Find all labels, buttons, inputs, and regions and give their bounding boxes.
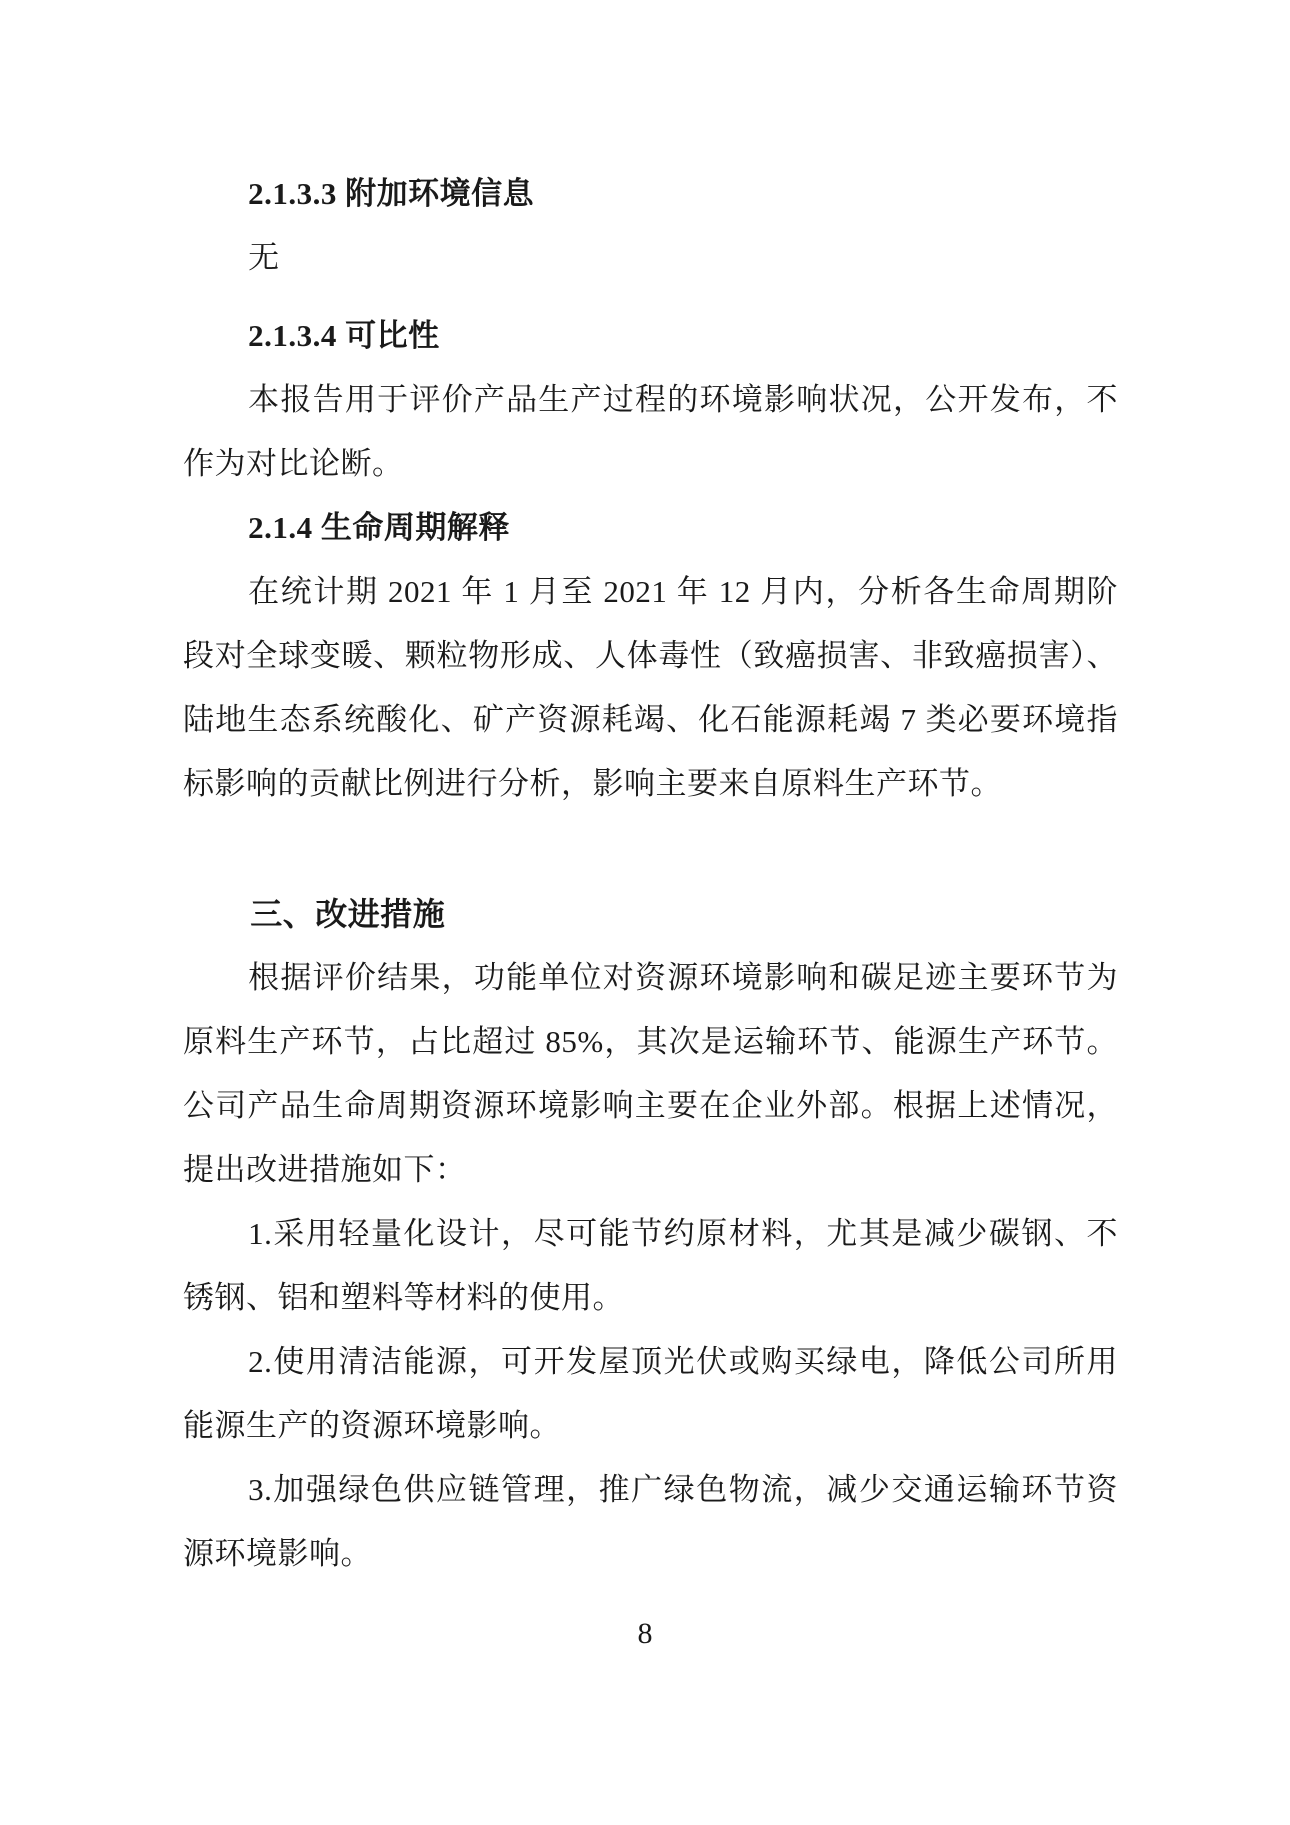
paragraph-none: 无 [248,240,280,275]
paragraph-lifecycle-interpretation: 在统计期 2021 年 1 月至 2021 年 12 月内，分析各生命周期阶段对全球变暖、颗粒物形成、人体毒性（致癌损害、非致癌损害）、陆地生态系统酸化、矿产资源耗竭、化石能源耗竭 7 类必要环境指标影响的贡献比例进行分析，影响主要来自原料生产环节。 [183,574,1118,801]
paragraph-measure-1: 1.采用轻量化设计，尽可能节约原材料，尤其是减少碳钢、不锈钢、铝和塑料等材料的使用。 [183,1216,1118,1315]
heading-2-1-4-lifecycle-interpretation: 2.1.4 生命周期解释 [248,510,510,545]
heading-2-1-3-3-additional-env-info: 2.1.3.3 附加环境信息 [248,176,535,211]
page-content [183,162,1118,1586]
paragraph-measure-2: 2.使用清洁能源，可开发屋顶光伏或购买绿电，降低公司所用能源生产的资源环境影响。 [183,1344,1118,1443]
paragraph-comparability: 本报告用于评价产品生产过程的环境影响状况，公开发布，不作为对比论断。 [183,382,1118,481]
paragraph-improvement-overview: 根据评价结果，功能单位对资源环境影响和碳足迹主要环节为原料生产环节，占比超过 85%，其次是运输环节、能源生产环节。公司产品生命周期资源环境影响主要在企业外部。根据上述情况，提出改进措施如下： [183,960,1118,1187]
paragraph-measure-3: 3.加强绿色供应链管理，推广绿色物流，减少交通运输环节资源环境影响。 [183,1472,1118,1571]
page-number: 8 [637,1617,653,1650]
heading-2-1-3-4-comparability: 2.1.3.4 可比性 [248,318,440,353]
heading-3-improvement-measures: 三、改进措施 [250,896,446,932]
